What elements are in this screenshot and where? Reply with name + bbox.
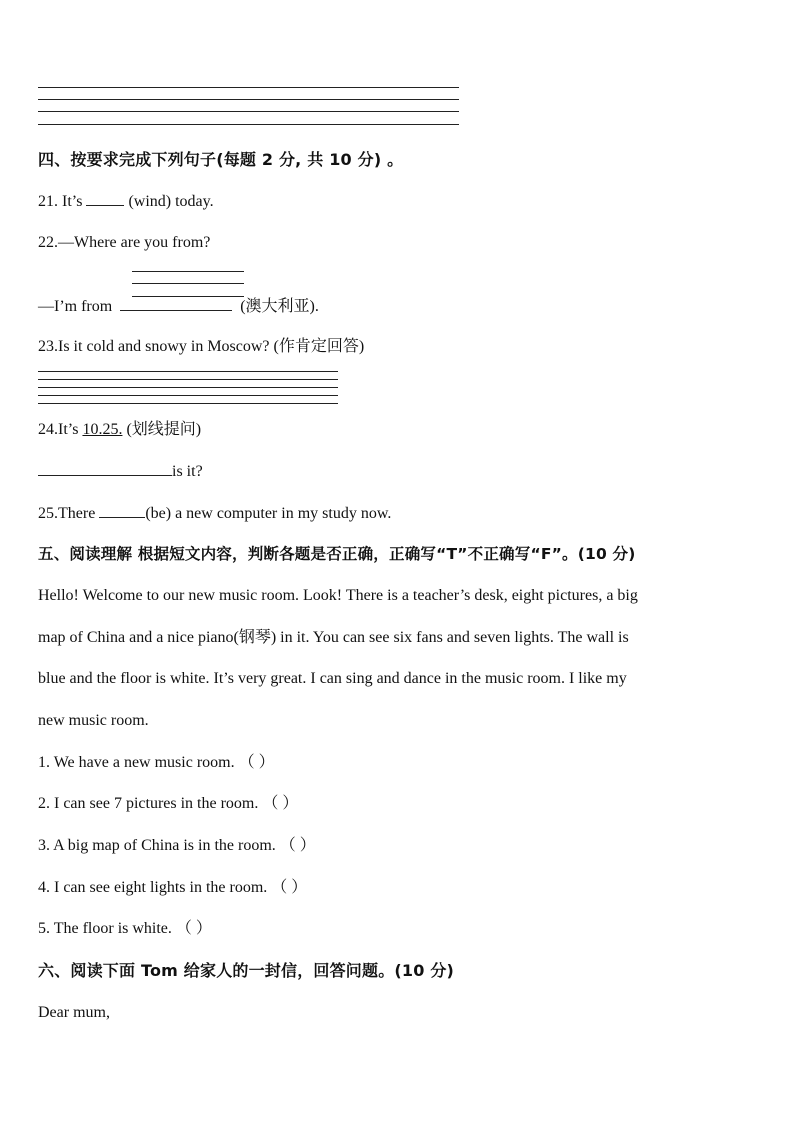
- question-number: 21.: [38, 193, 58, 210]
- answer-line: [38, 111, 459, 112]
- answer-parentheses[interactable]: （ ）: [175, 920, 212, 937]
- question-22: [38, 233, 210, 253]
- answer-parentheses[interactable]: （ ）: [271, 879, 308, 896]
- question-text: —Where are you from?: [58, 234, 211, 251]
- section-4-heading: 四、按要求完成下列句子(每题 2 分, 共 10 分) 。: [38, 150, 404, 169]
- answer-line: [132, 283, 244, 284]
- question-25: [38, 503, 391, 524]
- answer-line: [38, 87, 459, 88]
- question-text: (wind) today.: [128, 193, 214, 210]
- question-text: 24.It’s: [38, 421, 83, 438]
- answer-suffix: is it?: [172, 463, 203, 480]
- answer-line: [38, 99, 459, 100]
- answer-hint: (澳大利亚).: [240, 298, 319, 315]
- answer-line: [38, 387, 338, 388]
- passage-line: blue and the floor is white. It’s very great. I can sing and dance in the music room. I like my: [38, 670, 627, 687]
- fill-blank[interactable]: [38, 461, 172, 476]
- judge-question: [38, 878, 307, 898]
- answer-line: [38, 371, 338, 372]
- question-text: 1. We have a new music room.: [38, 754, 235, 771]
- question-22-answer: [38, 296, 319, 317]
- question-text: (be) a new computer in my study now.: [145, 505, 392, 522]
- question-number: 22.: [38, 234, 58, 251]
- answer-line: [132, 271, 244, 272]
- underlined-part: 10.25.: [82, 421, 123, 438]
- section-6-heading: 六、阅读下面 Tom 给家人的一封信，回答问题。(10 分): [38, 961, 455, 980]
- question-text: It’s: [62, 193, 83, 210]
- fill-blank[interactable]: [120, 296, 232, 311]
- answer-line: [38, 395, 338, 396]
- question-text: 4. I can see eight lights in the room.: [38, 879, 268, 896]
- answer-parentheses[interactable]: （ ）: [279, 837, 316, 854]
- answer-line: [38, 403, 338, 404]
- question-24-answer: [38, 461, 203, 482]
- judge-question: [38, 919, 212, 939]
- section-5-heading: 五、阅读理解 根据短文内容，判断各题是否正确，正确写“T”不正确写“F”。(10 分): [38, 545, 636, 563]
- answer-line: [38, 124, 459, 125]
- fill-blank[interactable]: [86, 191, 124, 206]
- answer-parentheses[interactable]: （ ）: [238, 754, 275, 771]
- question-23: 23.Is it cold and snowy in Moscow? (作肯定回答): [38, 338, 365, 355]
- question-text: 3. A big map of China is in the room.: [38, 837, 276, 854]
- answer-parentheses[interactable]: （ ）: [262, 795, 299, 812]
- question-text: 2. I can see 7 pictures in the room.: [38, 795, 259, 812]
- judge-question: [38, 753, 275, 773]
- answer-line: [38, 379, 338, 380]
- passage-line: map of China and a nice piano(钢琴) in it. You can see six fans and seven lights. The wall is: [38, 629, 629, 646]
- answer-prefix: —I’m from: [38, 298, 113, 315]
- judge-question: [38, 794, 298, 814]
- question-21: [38, 191, 214, 212]
- judge-question: [38, 836, 316, 856]
- question-24: [38, 420, 201, 440]
- passage-line: new music room.: [38, 712, 149, 729]
- question-text: 25.There: [38, 505, 100, 522]
- fill-blank[interactable]: [99, 503, 145, 518]
- question-hint: (划线提问): [122, 421, 202, 438]
- letter-greeting: Dear mum,: [38, 1004, 110, 1021]
- question-text: 5. The floor is white.: [38, 920, 172, 937]
- passage-line: Hello! Welcome to our new music room. Look! There is a teacher’s desk, eight pictures, a big: [38, 587, 638, 604]
